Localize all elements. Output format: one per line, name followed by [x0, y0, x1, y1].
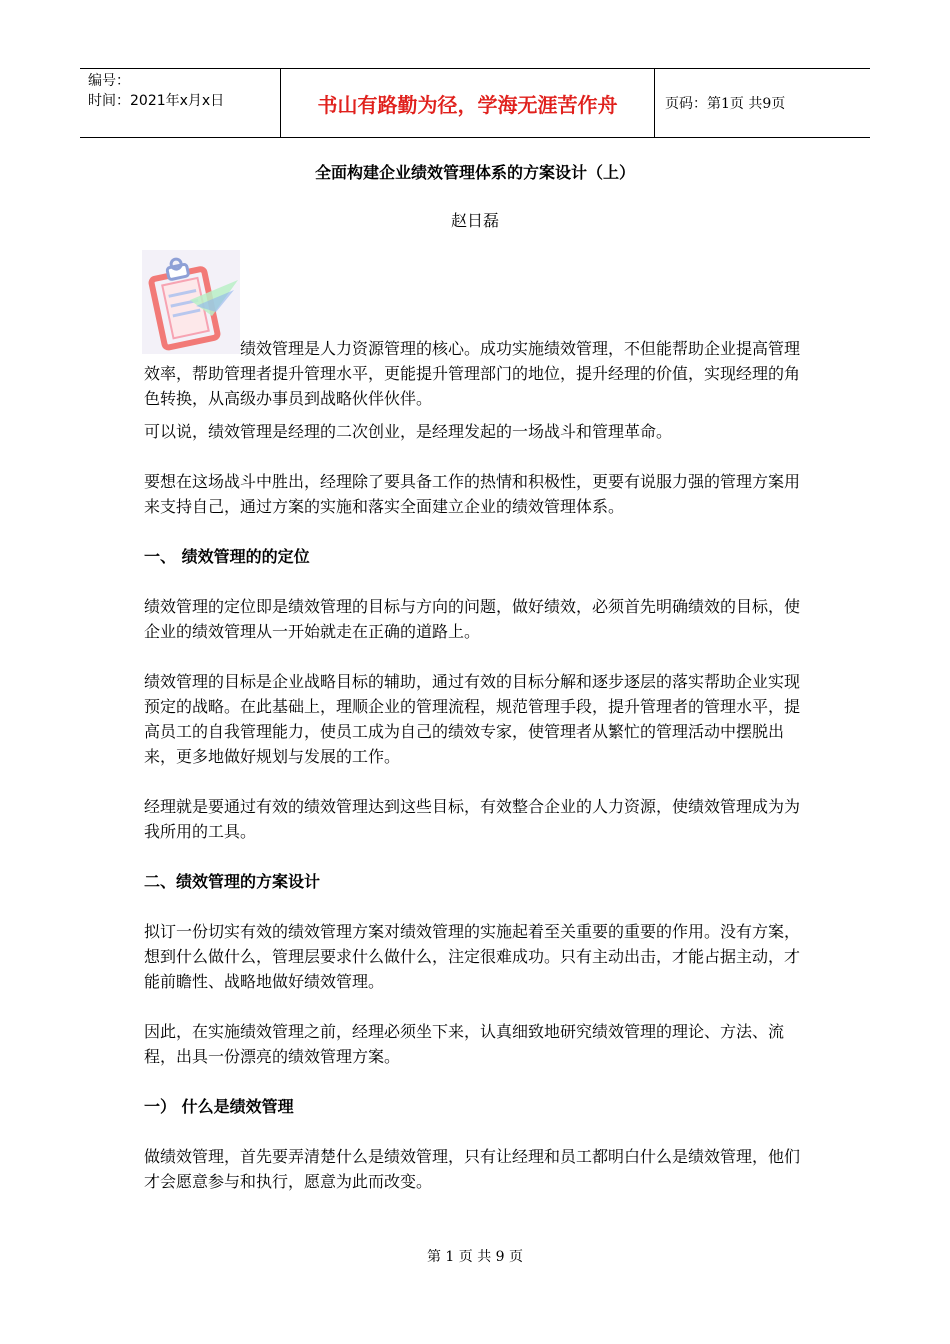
author-name: 赵日磊 [450, 211, 499, 230]
paragraph: 可以说，绩效管理是经理的二次创业，是经理发起的一场战斗和管理革命。 [144, 422, 673, 441]
document-title: 全面构建企业绩效管理体系的方案设计（上） [314, 163, 635, 182]
paragraph: 绩效管理的目标是企业战略目标的辅助，通过有效的目标分解和逐步逐层的落实帮助企业实现预定的战略。在此基础上，理顺企业的管理流程，规范管理手段，提升管理者的管理水平，提高员工的自我管理能力，使员工成为自己的绩效专家，使管理者从繁忙的管理活动中摆脱出来，更多地做好规划与发展的工作。 [144, 672, 801, 766]
subsection-heading: 一） 什么是绩效管理 [144, 1097, 294, 1116]
paragraph: 拟订一份切实有效的绩效管理方案对绩效管理的实施起着至关重要的重要的作用。没有方案，想到什么做什么，管理层要求什么做什么，注定很难成功。只有主动出击，才能占据主动，才能前瞻性、战略地做好绩效管理。 [144, 922, 801, 991]
paragraph: 绩效管理是人力资源管理的核心。成功实施绩效管理，不但能帮助企业提高管理效率，帮助管理者提升管理水平，更能提升管理部门的地位，提升经理的价值，实现经理的角色转换，从高级办事员到战略伙伴伙伴。 [144, 339, 801, 408]
document-body [144, 336, 804, 1219]
number-label: 编号： [88, 73, 130, 89]
paragraph: 绩效管理的定位即是绩效管理的目标与方向的问题，做好绩效，必须首先明确绩效的目标，使企业的绩效管理从一开始就走在正确的道路上。 [144, 597, 801, 641]
header-meta [80, 69, 280, 137]
time-label: 时间：2021年x月x日 [88, 93, 225, 109]
paragraph: 要想在这场战斗中胜出，经理除了要具备工作的热情和积极性，更要有说服力强的管理方案用来支持自己，通过方案的实施和落实全面建立企业的绩效管理体系。 [144, 472, 801, 516]
paragraph: 因此，在实施绩效管理之前，经理必须坐下来，认真细致地研究绩效管理的理论、方法、流程，出具一份漂亮的绩效管理方案。 [144, 1022, 785, 1066]
page-header [80, 68, 870, 138]
paragraph: 做绩效管理，首先要弄清楚什么是绩效管理，只有让经理和员工都明白什么是绩效管理，他们才会愿意参与和执行，愿意为此而改变。 [144, 1147, 801, 1191]
page-counter: 页码：第1页 共9页 [665, 96, 786, 112]
motto: 书山有路勤为径，学海无涯苦作舟 [280, 69, 655, 137]
paragraph: 经理就是要通过有效的绩效管理达到这些目标，有效整合企业的人力资源，使绩效管理成为为我所用的工具。 [144, 797, 801, 841]
section-heading: 二、绩效管理的方案设计 [144, 872, 321, 891]
page-footer: 第 1 页 共 9 页 [426, 1249, 524, 1265]
section-heading: 一、 绩效管理的的定位 [144, 547, 310, 566]
